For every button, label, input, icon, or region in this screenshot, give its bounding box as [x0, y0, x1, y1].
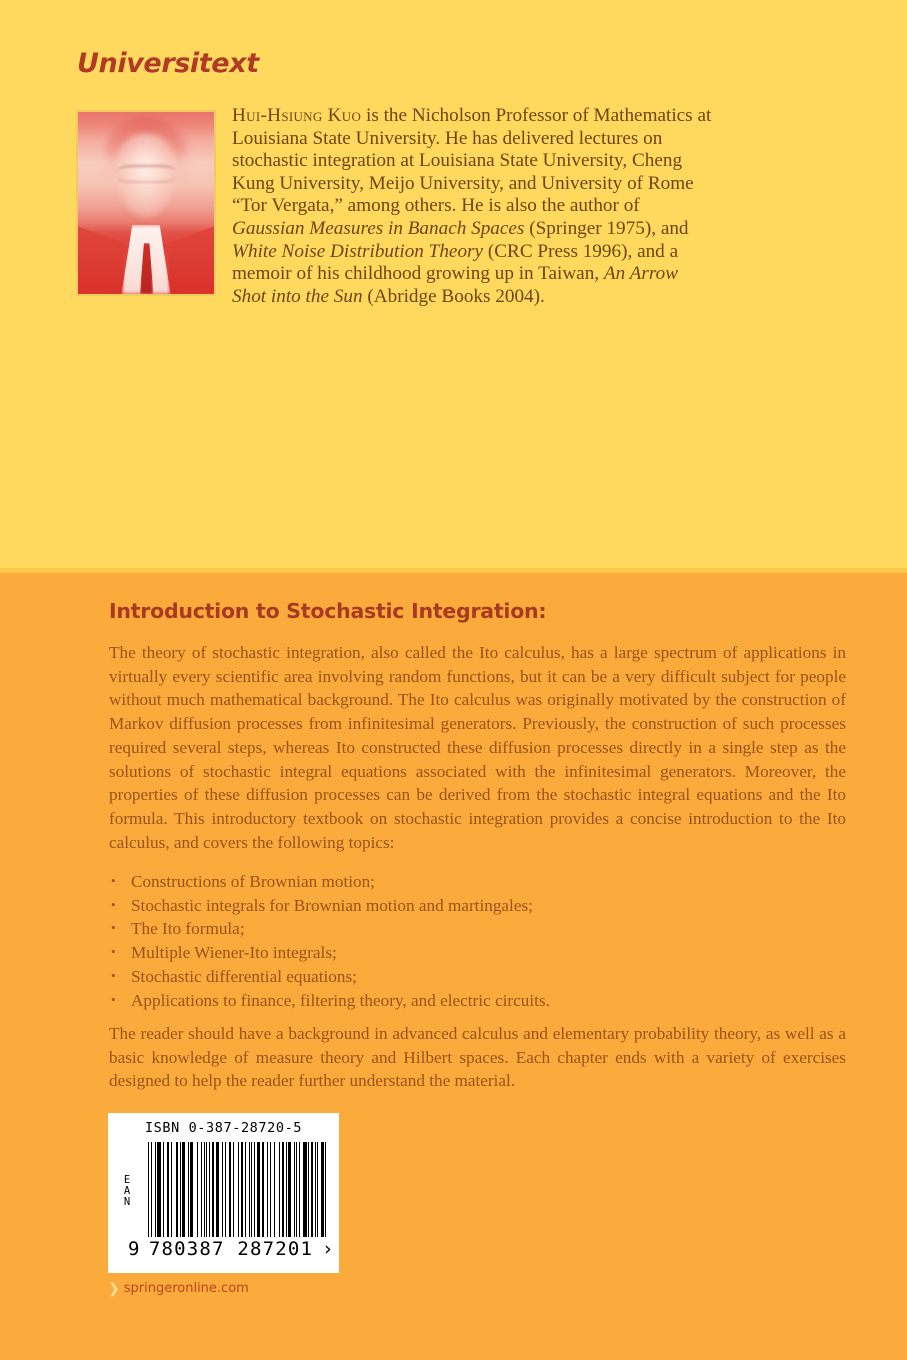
list-item: • Multiple Wiener-Ito integrals; [109, 941, 729, 965]
barcode-digits [128, 1238, 334, 1260]
list-item: • Constructions of Brownian motion; [109, 870, 729, 894]
barcode-digits-main: 780387 287201 [148, 1238, 314, 1260]
portrait-jacket-left [76, 221, 124, 294]
isbn-label: ISBN 0-387-28720-5 [144, 1120, 303, 1136]
blurb-title: Introduction to Stochastic Integration: [109, 599, 547, 623]
topics-list [109, 870, 729, 1012]
bio-text-2: (Springer 1975), and [524, 217, 689, 239]
list-item: • Stochastic differential equations; [109, 965, 729, 989]
author-photo [76, 110, 216, 296]
glasses-icon [117, 165, 175, 184]
barcode [108, 1113, 339, 1273]
publisher-url[interactable] [108, 1281, 249, 1296]
list-item: • The Ito formula; [109, 917, 729, 941]
series-title: Universitext [77, 48, 259, 79]
barcode-bars [148, 1142, 328, 1237]
list-item: • Stochastic integrals for Brownian motion and martingales; [109, 894, 729, 918]
portrait-jacket-right [168, 221, 216, 294]
bio-text-1: is the Nicholson Professor of Mathematics at Louisiana State University. He has delivered lectures on stochastic integration at Louisiana State University, Cheng Kung University, Meijo University, and University of Rome “Tor Vergata,” among others. He is also the author of [232, 105, 712, 217]
barcode-digit-first: 9 [128, 1238, 140, 1260]
bio-text-4: (Abridge Books 2004). [362, 285, 545, 307]
author-bio [232, 105, 714, 308]
barcode-digit-suffix: › [322, 1238, 334, 1260]
author-photo-image [78, 112, 214, 294]
closing-paragraph: The reader should have a background in advanced calculus and elementary probability theory, as well as a basic knowledge of measure theory and Hilbert spaces. Each chapter ends with a variety of exercises designed to help the reader further understand the material. [109, 1024, 846, 1091]
chevron-right-icon: ❯ [108, 1280, 120, 1297]
book-title-gaussian-measures: Gaussian Measures in Banach Spaces [232, 217, 525, 239]
blurb-body: The theory of stochastic integration, also called the Ito calculus, has a large spectrum of applications in virtually every scientific area involving random functions, but it can be a very difficult subject for people without much mathematical background. The Ito calculus was originally motivated by the construction of Markov diffusion processes from infinitesimal generators. Previously, the construction of such processes required several steps, whereas Ito constructed these diffusion processes directly in a single step as the solutions of stochastic integral equations associated with the infinitesimal generators. Moreover, the properties of these diffusion processes can be derived from the stochastic integral equations and the Ito formula. This introductory textbook on stochastic integration provides a concise introduction to the Ito calculus, and covers the following topics: [109, 643, 846, 852]
publisher-url-label: springeronline.com [123, 1281, 249, 1296]
book-title-arrow-shot: An Arrow Shot into the Sun [232, 263, 678, 307]
book-title-white-noise: White Noise Distribution Theory [232, 240, 484, 262]
ean-label: E A N [123, 1174, 131, 1208]
author-name: Hui-Hsiung Kuo [232, 105, 362, 126]
list-item: • Applications to finance, filtering theory, and electric circuits. [109, 989, 729, 1013]
bio-text-3: (CRC Press 1996), and a memoir of his childhood growing up in Taiwan, [232, 240, 679, 285]
